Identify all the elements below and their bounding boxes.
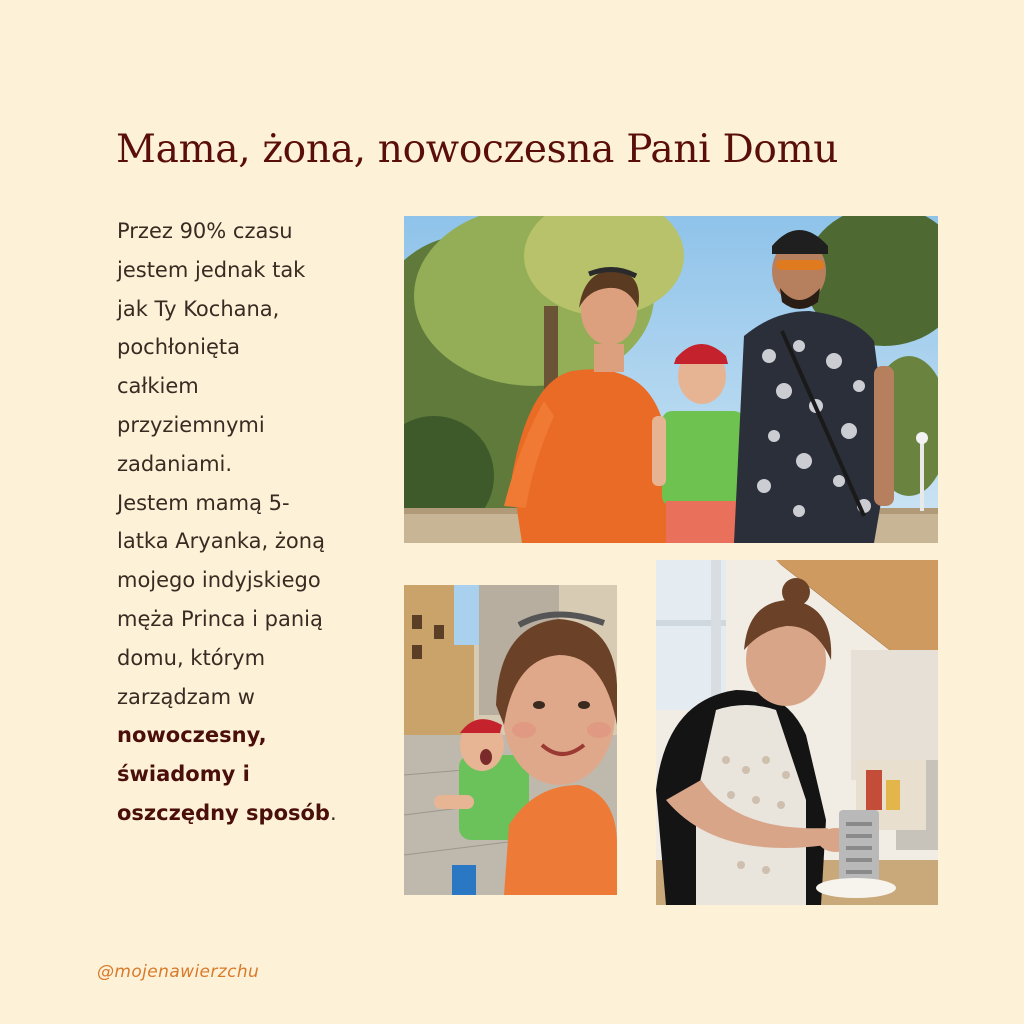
- text-line: latka Aryanka, żoną: [117, 529, 325, 554]
- text-line: całkiem: [117, 374, 199, 399]
- bold-text-line: świadomy i: [117, 762, 250, 787]
- text-line: Jestem mamą 5-: [117, 490, 290, 515]
- text-line: Przez 90% czasu: [117, 219, 293, 243]
- selfie-photo: [404, 585, 617, 895]
- text-line: mojego indyjskiego: [117, 568, 321, 593]
- intro-text: [117, 212, 397, 833]
- text-line: domu, którym: [117, 645, 266, 670]
- kitchen-photo-illustration: [656, 560, 938, 905]
- text-line: męża Princa i panią: [117, 606, 323, 631]
- text-line: zadaniami.: [117, 451, 233, 476]
- family-photo-illustration: [404, 216, 938, 543]
- selfie-photo-illustration: [404, 585, 617, 895]
- text-line: jak Ty Kochana,: [117, 296, 280, 321]
- text-line: pochłonięta: [117, 335, 241, 360]
- page-title: Mama, żona, nowoczesna Pani Domu: [116, 127, 839, 172]
- bold-text-line: nowoczesny,: [117, 723, 267, 748]
- bold-text-final: oszczędny sposób: [117, 800, 330, 825]
- text-line: jestem jednak tak: [117, 257, 306, 282]
- text-line: zarządzam w: [117, 684, 255, 709]
- text-line: przyziemnymi: [117, 412, 265, 437]
- instagram-handle: @mojenawierzchu: [97, 962, 260, 982]
- family-photo: [404, 216, 938, 543]
- kitchen-photo: [656, 560, 938, 905]
- end-punctuation: .: [329, 800, 337, 825]
- text-line-final: [117, 794, 397, 833]
